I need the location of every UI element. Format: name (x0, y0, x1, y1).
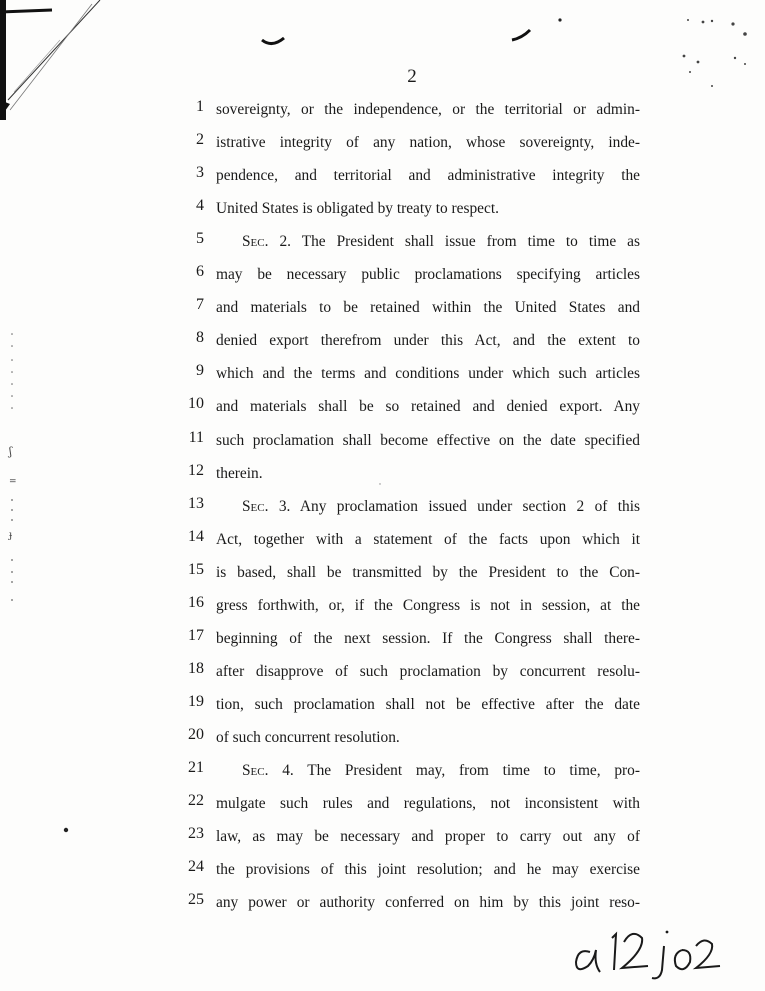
section-text: The President may, from time to time, pro- (293, 762, 640, 779)
line-number: 25 (188, 891, 204, 909)
line-text: United States is obligated by treaty to respect. (216, 200, 499, 218)
line-number: 13 (188, 494, 204, 512)
line-number: 6 (196, 263, 204, 281)
line-number: 24 (188, 858, 204, 876)
line-text (242, 762, 640, 780)
page-number: 2 (407, 66, 417, 87)
line-number: 4 (196, 197, 204, 215)
text-line (0, 263, 765, 296)
text-line (0, 528, 765, 561)
line-text: and materials to be retained within the United States and (216, 299, 640, 317)
section-text: The President shall issue from time to time as (291, 233, 640, 251)
line-text: is based, shall be transmitted by the President to the Con- (216, 563, 640, 581)
text-line (0, 792, 765, 825)
line-text: such proclamation shall become effective on the date specified (216, 431, 640, 449)
section-heading: Sec. 2. (242, 233, 291, 251)
text-line (0, 362, 765, 395)
line-text: after disapprove of such proclamation by concurrent resolu- (216, 662, 640, 680)
line-text: and materials shall be so retained and denied export. Any (216, 398, 640, 416)
svg-text:ʃ: ʃ (9, 445, 12, 458)
text-line (0, 98, 765, 131)
line-text: tion, such proclamation shall not be effective after the date (216, 695, 640, 713)
section-heading: Sec. 3. (242, 497, 291, 515)
line-number: 8 (196, 329, 204, 347)
text-line (0, 164, 765, 197)
text-line (0, 495, 765, 528)
text-line (0, 395, 765, 428)
line-number: 16 (188, 593, 204, 611)
line-number: 10 (188, 395, 204, 413)
line-number: 9 (196, 362, 204, 380)
line-text: denied export therefrom under this Act, and the extent to (216, 332, 640, 350)
line-number: 19 (188, 692, 204, 710)
line-text: Act, together with a statement of the facts upon which it (216, 530, 640, 548)
text-line (0, 296, 765, 329)
text-line (0, 660, 765, 693)
text-line (0, 561, 765, 594)
line-number: 22 (188, 792, 204, 810)
line-number: 14 (188, 527, 204, 545)
section-text: Any proclamation issued under section 2 of this (290, 497, 640, 515)
line-text: istrative integrity of any nation, whose sovereignty, inde- (216, 134, 640, 152)
line-text: beginning of the next session. If the Congress shall there- (216, 629, 640, 647)
text-line (0, 693, 765, 726)
text-line (0, 759, 765, 792)
line-number: 21 (188, 759, 204, 776)
line-number: 15 (188, 560, 204, 578)
text-line (0, 594, 765, 627)
line-text: gress forthwith, or, if the Congress is not in session, at the (216, 596, 640, 614)
line-number: 20 (188, 725, 204, 743)
line-text: of such concurrent resolution. (216, 728, 400, 746)
text-line (0, 230, 765, 263)
text-line (0, 726, 765, 759)
line-text: sovereignty, or the independence, or the territorial or admin- (216, 101, 640, 118)
line-text (242, 498, 640, 516)
text-line (0, 197, 765, 230)
text-line (0, 131, 765, 164)
line-text: mulgate such rules and regulations, not inconsistent with (216, 795, 640, 813)
line-number: 12 (188, 461, 204, 479)
svg-text:ɟ: ɟ (9, 530, 13, 541)
text-line (0, 462, 765, 495)
line-text: pendence, and territorial and administrative integrity the (216, 167, 640, 185)
line-text: the provisions of this joint resolution; and he may exercise (216, 861, 640, 879)
line-text: therein. (216, 464, 263, 482)
section-heading: Sec. 4. (242, 762, 294, 779)
line-number: 1 (196, 98, 204, 115)
line-text (242, 233, 640, 251)
line-number: 17 (188, 626, 204, 644)
text-line (0, 627, 765, 660)
text-line (0, 429, 765, 462)
line-number: 23 (188, 825, 204, 843)
handwritten-note (570, 920, 730, 980)
text-line (0, 858, 765, 891)
line-text: may be necessary public proclamations specifying articles (216, 266, 640, 284)
line-text: which and the terms and conditions under which such articles (216, 365, 640, 383)
text-line (0, 329, 765, 362)
line-number: 5 (196, 230, 204, 248)
line-text: law, as may be necessary and proper to carry out any of (216, 828, 640, 846)
line-number: 11 (188, 428, 204, 446)
line-number: 7 (196, 296, 204, 314)
text-line (0, 825, 765, 858)
svg-text:=: = (9, 477, 17, 487)
line-text: any power or authority conferred on him by this joint reso- (216, 894, 640, 912)
line-number: 18 (188, 659, 204, 677)
line-number: 3 (196, 164, 204, 182)
line-number: 2 (196, 131, 204, 149)
